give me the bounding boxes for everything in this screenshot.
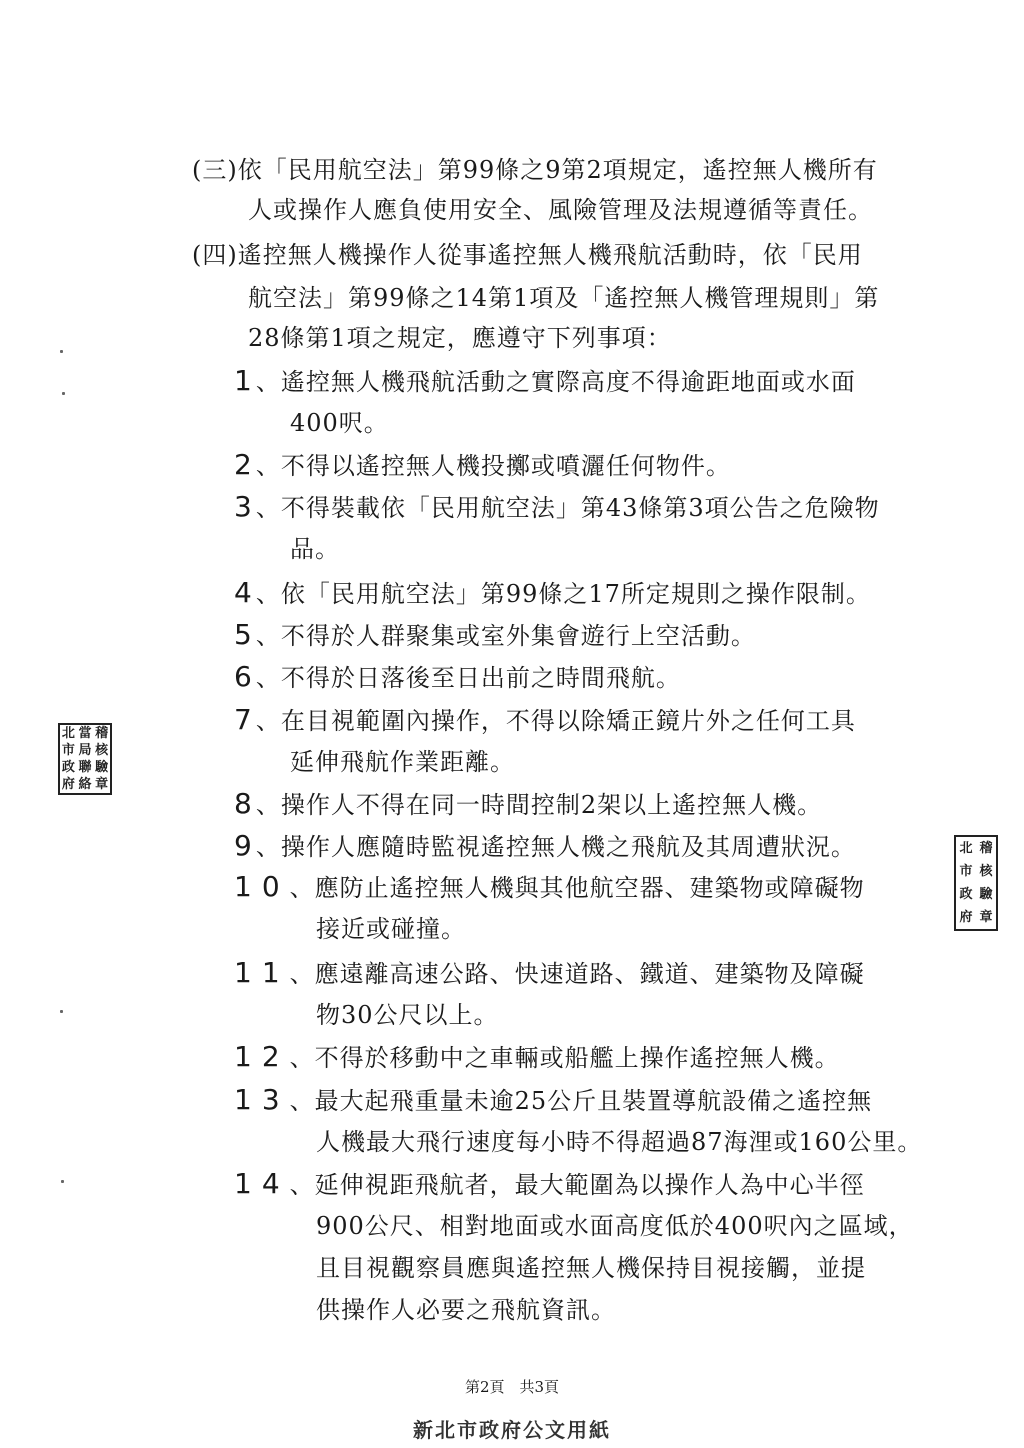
seal-character: 北 <box>959 841 973 856</box>
seal-character: 局 <box>78 743 92 758</box>
seal-character: 北 <box>61 726 75 741</box>
line-text: 物30公尺以上。 <box>316 1001 499 1029</box>
seal-character: 聯 <box>78 760 92 775</box>
seal-character: 章 <box>979 910 993 925</box>
line-text: 、操作人不得在同一時間控制2架以上遙控無人機。 <box>255 791 823 819</box>
body-line <box>248 195 873 225</box>
line-text: 接近或碰撞。 <box>316 915 466 943</box>
line-text: 且目視觀察員應與遙控無人機保持目視接觸，並提 <box>316 1254 866 1282</box>
body-line <box>316 1253 866 1283</box>
seal-character: 驗 <box>95 760 109 775</box>
item-number: 13 <box>234 1083 290 1116</box>
body-line <box>290 408 389 438</box>
scan-speck <box>61 1180 64 1183</box>
body-line <box>234 450 731 481</box>
seal-character: 驗 <box>979 887 993 902</box>
line-text: 400呎。 <box>290 409 389 437</box>
section-marker: (四) <box>192 241 238 269</box>
seal-character: 府 <box>959 910 973 925</box>
item-number: 2 <box>234 448 256 481</box>
seal-character: 當 <box>78 726 92 741</box>
body-line <box>234 1085 872 1116</box>
line-text: 、最大起飛重量未逾25公斤且裝置導航設備之遙控無 <box>289 1087 873 1115</box>
body-line <box>316 1127 922 1157</box>
line-text: 28條第1項之規定，應遵守下列事項： <box>248 324 672 352</box>
line-text: 依「民用航空法」第99條之9第2項規定，遙控無人機所有 <box>237 156 878 184</box>
body-line <box>234 366 856 397</box>
seal-character: 稽 <box>95 726 109 741</box>
line-text: 、不得裝載依「民用航空法」第43條第3項公告之危險物 <box>255 494 880 522</box>
item-number: 3 <box>234 490 256 523</box>
seal-character: 政 <box>61 760 75 775</box>
body-line <box>234 789 822 820</box>
body-line <box>234 492 880 523</box>
body-line <box>316 914 466 944</box>
page-number: 第2頁 共3頁 <box>464 1378 560 1396</box>
body-line <box>290 747 515 777</box>
body-line <box>192 240 863 270</box>
item-number: 11 <box>234 956 290 989</box>
seal-character: 核 <box>95 743 109 758</box>
item-number: 4 <box>234 576 256 609</box>
seal-stamp-right <box>954 835 998 931</box>
seal-character: 絡 <box>78 777 92 792</box>
item-number: 10 <box>234 870 290 903</box>
body-line <box>316 1000 499 1030</box>
body-line <box>234 578 871 609</box>
body-line <box>316 1295 616 1325</box>
line-text: 、不得於人群聚集或室外集會遊行上空活動。 <box>255 622 756 650</box>
item-number: 9 <box>234 829 256 862</box>
line-text: 、不得於日落後至日出前之時間飛航。 <box>255 664 681 692</box>
line-text: 、延伸視距飛航者，最大範圍為以操作人為中心半徑 <box>289 1171 865 1199</box>
body-line <box>234 662 681 693</box>
seal-character: 市 <box>61 743 75 758</box>
seal-character: 章 <box>95 777 109 792</box>
line-text: 、不得於移動中之車輛或船艦上操作遙控無人機。 <box>289 1044 840 1072</box>
line-text: 、依「民用航空法」第99條之17所定規則之操作限制。 <box>255 580 871 608</box>
seal-character: 府 <box>61 777 75 792</box>
line-text: 人或操作人應負使用安全、風險管理及法規遵循等責任。 <box>248 196 873 224</box>
body-line <box>248 283 879 313</box>
line-text: 人機最大飛行速度每小時不得超過87海浬或160公里。 <box>316 1128 923 1156</box>
body-line <box>290 534 340 564</box>
item-number: 6 <box>234 660 256 693</box>
line-text: 、應防止遙控無人機與其他航空器、建築物或障礙物 <box>289 874 865 902</box>
line-text: 900公尺、相對地面或水面高度低於400呎內之區域， <box>316 1212 914 1240</box>
body-line <box>234 831 856 862</box>
line-text: 、在目視範圍內操作，不得以除矯正鏡片外之任何工具 <box>255 707 856 735</box>
item-number: 7 <box>234 703 256 736</box>
scan-speck <box>60 350 63 353</box>
line-text: 、操作人應隨時監視遙控無人機之飛航及其周遭狀況。 <box>255 833 856 861</box>
seal-character: 市 <box>959 864 973 879</box>
scan-speck <box>62 392 65 395</box>
seal-character: 稽 <box>979 841 993 856</box>
paper-title: 新北市政府公文用紙 <box>413 1418 611 1442</box>
body-line <box>234 705 856 736</box>
line-text: 、應遠離高速公路、快速道路、鐵道、建築物及障礙 <box>289 960 865 988</box>
body-line <box>316 1211 914 1241</box>
item-number: 5 <box>234 618 256 651</box>
line-text: 品。 <box>290 535 340 563</box>
seal-character: 核 <box>979 864 993 879</box>
item-number: 12 <box>234 1040 290 1073</box>
scan-speck <box>60 1010 63 1013</box>
line-text: 、不得以遙控無人機投擲或噴灑任何物件。 <box>255 452 731 480</box>
body-line <box>234 872 865 903</box>
body-line <box>234 1169 865 1200</box>
body-line <box>248 323 672 353</box>
seal-character: 政 <box>959 887 973 902</box>
line-text: 、遙控無人機飛航活動之實際高度不得逾距地面或水面 <box>255 368 856 396</box>
line-text: 遙控無人機操作人從事遙控無人機飛航活動時，依「民用 <box>237 241 863 269</box>
item-number: 8 <box>234 787 256 820</box>
body-line <box>234 1042 840 1073</box>
item-number: 1 <box>234 364 256 397</box>
line-text: 航空法」第99條之14第1項及「遙控無人機管理規則」第 <box>248 284 880 312</box>
seal-stamp-left <box>58 723 112 795</box>
section-marker: (三) <box>192 156 238 184</box>
line-text: 供操作人必要之飛航資訊。 <box>316 1296 616 1324</box>
body-line <box>234 958 865 989</box>
body-line <box>192 155 878 185</box>
line-text: 延伸飛航作業距離。 <box>290 748 515 776</box>
item-number: 14 <box>234 1167 290 1200</box>
body-line <box>234 620 756 651</box>
